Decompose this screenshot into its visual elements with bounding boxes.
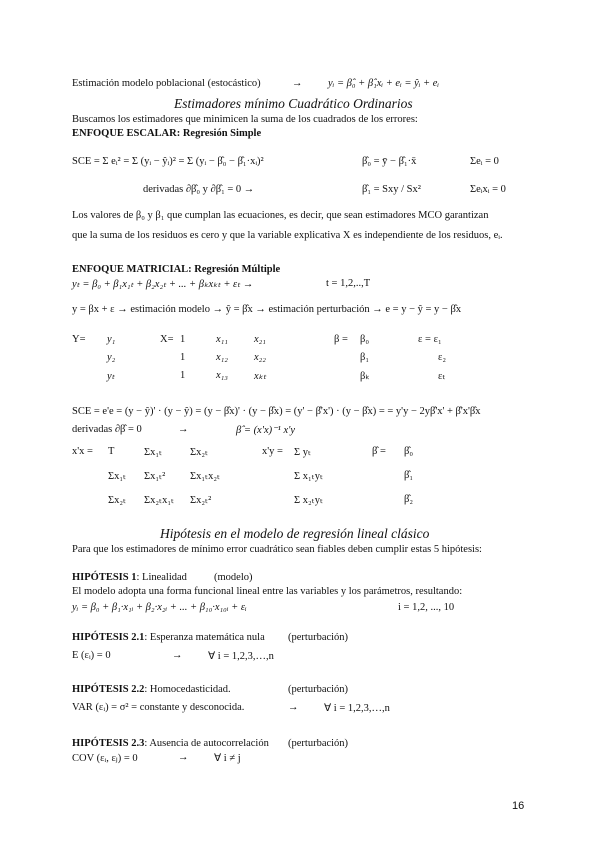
betahat-entry: β̂₁ — [404, 470, 414, 481]
xx-entry: Σx₂ₜx₁ₜ — [144, 495, 175, 506]
intro-text: Buscamos los estimadores que minimicen la suma de los cuadrados de los errores: — [72, 114, 418, 125]
hipotesis-1-desc: : Linealidad — [136, 572, 187, 583]
arrow: → — [178, 424, 189, 435]
x-entry: x₂₂ — [254, 352, 266, 363]
betahat-entry: β̂₀ — [404, 446, 414, 457]
hipotesis-23-type: (perturbación) — [288, 738, 349, 749]
arrow: → — [172, 650, 183, 661]
enfoque-matricial-heading: ENFOQUE MATRICIAL: Regresión Múltiple — [72, 264, 281, 275]
xy-entry: Σ yₜ — [294, 447, 312, 458]
hipotesis-22-line — [72, 684, 231, 695]
y-entry: y₁ — [107, 334, 116, 345]
hipotesis-1-line — [72, 572, 187, 583]
hipotesis-23-formula: COV (εᵢ, εⱼ) = 0 — [72, 753, 138, 764]
xx-entry: Σx₁ₜ — [144, 447, 163, 458]
xy-entry: Σ x₂ₜyₜ — [294, 495, 324, 506]
hipotesis-1-range: i = 1,2, ..., 10 — [398, 602, 455, 613]
hipotesis-21-desc: : Esperanza matemática nula — [144, 632, 265, 643]
paragraph-line-1: Los valores de β₀ y β₁ que cumplan las ecuaciones, es decir, que sean estimadores MCO garantizan — [72, 210, 489, 221]
hipotesis-22-range: ∀ i = 1,2,3,…,n — [324, 703, 390, 714]
arrow: → — [288, 702, 299, 713]
beta-label: β = — [334, 334, 348, 345]
x-entry: x₁₃ — [216, 370, 228, 381]
epsilon-label: ε = ε₁ — [418, 334, 442, 345]
hipotesis-22-formula: VAR (εᵢ) = σ² = constante y desconocida. — [72, 702, 245, 713]
enfoque-escalar-heading: ENFOQUE ESCALAR: Regresión Simple — [72, 128, 262, 139]
arrow: → — [178, 752, 189, 763]
xx-entry: T — [108, 446, 115, 457]
paragraph-line-2: que la suma de los residuos es cero y que la variable explicativa X es independiente de los residuos, eᵢ. — [72, 230, 503, 241]
section-title-hipotesis: Hipótesis en el modelo de regresión lineal clásico — [160, 526, 430, 541]
beta-entry: β₁ — [360, 352, 370, 363]
hipotesis-22-desc: : Homocedasticidad. — [144, 684, 231, 695]
hipotesis-21-type: (perturbación) — [288, 632, 349, 643]
arrow: → — [292, 78, 303, 89]
x-label: X= — [160, 334, 174, 345]
xx-entry: Σx₁ₜx₂ₜ — [190, 471, 221, 482]
hipotesis-21-title: HIPÓTESIS 2.1 — [72, 632, 145, 643]
hipotesis-22-type: (perturbación) — [288, 684, 349, 695]
xx-entry: Σx₂ₜ — [190, 447, 209, 458]
hipotesis-1-title: HIPÓTESIS 1 — [72, 572, 137, 583]
hipotesis-21-range: ∀ i = 1,2,3,…,n — [208, 651, 274, 662]
hipotesis-21-line — [72, 632, 265, 643]
sum-residuals-x: Σeᵢxᵢ = 0 — [470, 184, 506, 195]
hipotesis-23-line — [72, 738, 269, 749]
hipotesis-intro: Para que los estimadores de mínimo error cuadrático sean fiables deben cumplir estas 5 hipótesis: — [72, 544, 482, 555]
xx-entry: Σx₁ₜ² — [144, 471, 166, 482]
beta-entry: βₖ — [360, 371, 370, 382]
betahat-entry: β̂₂ — [404, 494, 414, 505]
sce-matrix-formula: SCE = e'e = (y − ŷ)' · (y − ŷ) = (y − β̂x)' · (y − β̂x) = (y' − β̂'x') · (y − β̂x) = = y'y − 2yβ̂'x' + β̂'x'β̂x — [72, 406, 481, 417]
page-number: 16 — [512, 800, 525, 812]
x-entry: 1 — [180, 334, 186, 345]
model-label: Estimación modelo poblacional (estocástico) — [72, 78, 261, 89]
beta0-formula: β̂₀ = ȳ − β̂₁·x̄ — [362, 156, 417, 167]
xy-label: x'y = — [262, 446, 283, 457]
matrix-estimation-line: y = βx + ε → estimación modelo → ŷ = β̂x → estimación perturbación → e = y − ŷ = y − β̂x — [72, 304, 462, 315]
hipotesis-21-formula: E (εᵢ) = 0 — [72, 650, 111, 661]
x-entry: xₖₜ — [254, 371, 267, 382]
derivadas-text: derivadas ∂β̂₀ y ∂β̂₁ = 0 → — [143, 184, 255, 195]
model-formula: yᵢ = β̂₀ + β̂₁xᵢ + eᵢ = ŷᵢ + eᵢ — [328, 78, 440, 89]
xx-entry: Σx₁ₜ — [108, 471, 127, 482]
hipotesis-23-range: ∀ i ≠ j — [214, 753, 241, 764]
sum-residuals: Σeᵢ = 0 — [470, 156, 499, 167]
derivadas-matrix: derivadas ∂β̂ = 0 — [72, 424, 142, 435]
xx-label: x'x = — [72, 446, 93, 457]
xx-entry: Σx₂ₜ² — [190, 495, 212, 506]
x-entry: 1 — [180, 370, 186, 381]
x-entry: x₁₂ — [216, 352, 228, 363]
hipotesis-1-formula: yᵢ = β₀ + β₁·x₁ᵢ + β₂·x₂ᵢ + ... + β₁₀·x₁₀ᵢ + εᵢ — [72, 602, 247, 613]
epsilon-entry: ε₂ — [438, 352, 447, 363]
beta-hat-formula: β̂ = (x'x)⁻¹ x'y — [236, 425, 296, 436]
hipotesis-23-desc: : Ausencia de autocorrelación — [144, 738, 269, 749]
sce-formula: SCE = Σ eᵢ² = Σ (yᵢ − ŷᵢ)² = Σ (yᵢ − β̂₀ − β̂₁·xᵢ)² — [72, 156, 264, 167]
beta1-formula: β̂₁ = Sxy / Sx² — [362, 184, 421, 195]
xy-entry: Σ x₁ₜyₜ — [294, 471, 324, 482]
x-entry: 1 — [180, 352, 186, 363]
y-label: Y= — [72, 334, 86, 345]
multiple-model-formula: yₜ = β₀ + β₁x₁ₜ + β₂x₂ₜ + ... + βₖxₖₜ + εₜ → — [72, 279, 254, 290]
hipotesis-23-title: HIPÓTESIS 2.3 — [72, 738, 145, 749]
hipotesis-1-type: (modelo) — [214, 572, 253, 583]
x-entry: x₂₁ — [254, 334, 266, 345]
x-entry: x₁₁ — [216, 334, 228, 345]
epsilon-entry: εₜ — [438, 371, 446, 382]
xx-entry: Σx₂ₜ — [108, 495, 127, 506]
hipotesis-22-title: HIPÓTESIS 2.2 — [72, 684, 145, 695]
y-entry: y₂ — [107, 352, 116, 363]
beta-entry: β₀ — [360, 334, 370, 345]
betahat-label: β̂ = — [372, 446, 386, 457]
y-entry: yₜ — [107, 371, 115, 382]
t-range: t = 1,2,..,T — [326, 278, 371, 289]
section-title-mco: Estimadores mínimo Cuadrático Ordinarios — [174, 96, 413, 111]
hipotesis-1-text: El modelo adopta una forma funcional lineal entre las variables y los parámetros, resultando: — [72, 586, 463, 597]
